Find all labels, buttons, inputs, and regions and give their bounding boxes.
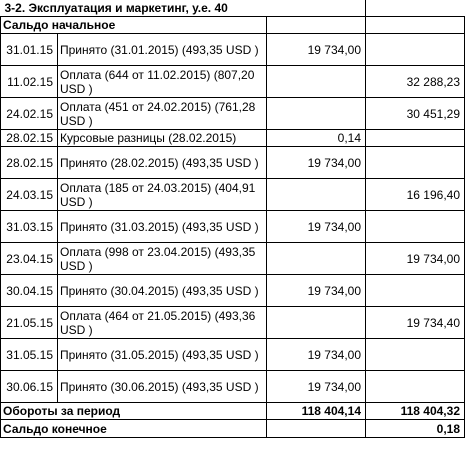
table-row — [1, 98, 465, 130]
row-credit: 16 196,40 — [366, 179, 465, 211]
row-credit: 19 734,40 — [366, 307, 465, 339]
row-debit: 0,14 — [267, 130, 366, 147]
section-title: 3-2. Эксплуатация и маркетинг, у.е. 40 — [1, 0, 366, 17]
row-description: Принято (28.02.2015) (493,35 USD ) — [58, 147, 267, 179]
row-date: 24.03.15 — [1, 179, 58, 211]
row-description: Принято (31.01.2015) (493,35 USD ) — [58, 34, 267, 66]
opening-balance-credit — [366, 17, 465, 34]
turnover-label: Обороты за период — [1, 403, 267, 420]
table-row — [1, 371, 465, 403]
row-description: Оплата (464 от 21.05.2015) (493,36 USD ) — [58, 307, 267, 339]
row-debit: 19 734,00 — [267, 211, 366, 243]
row-debit: 19 734,00 — [267, 147, 366, 179]
row-credit — [366, 147, 465, 179]
table-row — [1, 130, 465, 147]
row-description: Оплата (998 от 23.04.2015) (493,35 USD ) — [58, 243, 267, 275]
row-description: Оплата (644 от 11.02.2015) (807,20 USD ) — [58, 66, 267, 98]
table-row — [1, 147, 465, 179]
row-debit — [267, 179, 366, 211]
row-debit — [267, 307, 366, 339]
row-date: 30.04.15 — [1, 275, 58, 307]
row-credit — [366, 275, 465, 307]
table-row — [1, 66, 465, 98]
row-credit — [366, 211, 465, 243]
table-row — [1, 307, 465, 339]
row-date: 30.06.15 — [1, 371, 58, 403]
row-description: Принято (31.05.2015) (493,35 USD ) — [58, 339, 267, 371]
table-row — [1, 179, 465, 211]
row-debit — [267, 243, 366, 275]
row-credit: 30 451,29 — [366, 98, 465, 130]
row-description: Принято (30.04.2015) (493,35 USD ) — [58, 275, 267, 307]
row-credit — [366, 371, 465, 403]
row-credit — [366, 130, 465, 147]
row-date: 21.05.15 — [1, 307, 58, 339]
row-credit: 19 734,00 — [366, 243, 465, 275]
closing-label: Сальдо конечное — [1, 420, 267, 438]
closing-debit — [267, 420, 366, 438]
row-description: Курсовые разницы (28.02.2015) — [58, 130, 267, 147]
closing-credit: 0,18 — [366, 420, 465, 438]
table-row — [1, 339, 465, 371]
row-debit — [267, 66, 366, 98]
row-date: 31.01.15 — [1, 34, 58, 66]
row-debit: 19 734,00 — [267, 34, 366, 66]
turnover-credit: 118 404,32 — [366, 403, 465, 420]
row-date: 31.05.15 — [1, 339, 58, 371]
row-debit: 19 734,00 — [267, 339, 366, 371]
row-date: 24.02.15 — [1, 98, 58, 130]
row-credit — [366, 34, 465, 66]
table-row — [1, 211, 465, 243]
row-credit — [366, 339, 465, 371]
row-date: 31.03.15 — [1, 211, 58, 243]
row-date: 28.02.15 — [1, 130, 58, 147]
turnover-row — [1, 403, 465, 420]
row-credit: 32 288,23 — [366, 66, 465, 98]
turnover-debit: 118 404,14 — [267, 403, 366, 420]
row-date: 28.02.15 — [1, 147, 58, 179]
closing-row — [1, 420, 465, 438]
row-debit: 19 734,00 — [267, 371, 366, 403]
row-date: 11.02.15 — [1, 66, 58, 98]
row-description: Принято (31.03.2015) (493,35 USD ) — [58, 211, 267, 243]
row-date: 23.04.15 — [1, 243, 58, 275]
table-row — [1, 243, 465, 275]
row-description: Оплата (185 от 24.03.2015) (404,91 USD ) — [58, 179, 267, 211]
row-debit: 19 734,00 — [267, 275, 366, 307]
opening-balance-label: Сальдо начальное — [1, 17, 267, 34]
table-row — [1, 275, 465, 307]
row-debit — [267, 98, 366, 130]
opening-balance-debit — [267, 17, 366, 34]
row-description: Принято (30.06.2015) (493,35 USD ) — [58, 371, 267, 403]
row-description: Оплата (451 от 24.02.2015) (761,28 USD ) — [58, 98, 267, 130]
table-row — [1, 34, 465, 66]
section-title-blank — [366, 0, 465, 17]
